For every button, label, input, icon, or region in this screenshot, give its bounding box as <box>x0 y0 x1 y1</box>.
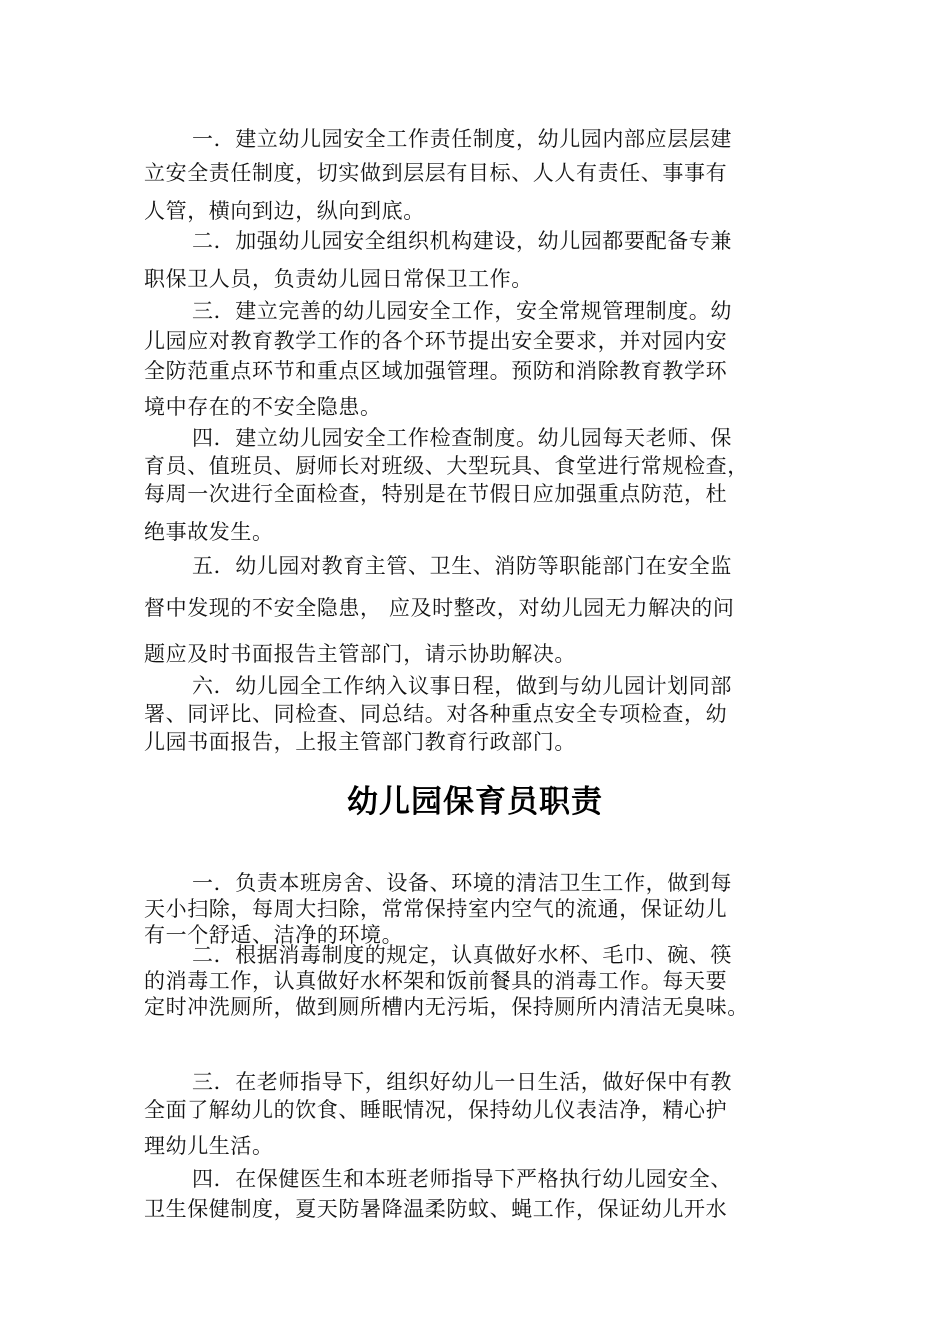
text-line: 二．根据消毒制度的规定，认真做好水杯、毛巾、碗、筷 <box>192 943 732 967</box>
text-line: 有一个舒适、洁净的环境。 <box>144 923 404 947</box>
text-line: 儿园应对教育教学工作的各个环节提出安全要求，并对园内安 <box>144 329 728 353</box>
text-line: 五．幼儿园对教育主管、卫生、消防等职能部门在安全监 <box>192 554 732 578</box>
text-line: 督中发现的不安全隐患， 应及时整改，对幼儿园无力解决的问 <box>144 596 735 620</box>
paragraph-9 <box>144 1068 824 1160</box>
paragraph-2 <box>144 224 824 296</box>
text-line: 每周一次进行全面检查，特别是在节假日应加强重点防范，杜 <box>144 482 728 506</box>
paragraph-6 <box>144 672 824 756</box>
paragraph-8 <box>144 942 824 1020</box>
text-line: 育员、值班员、厨师长对班级、大型玩具、食堂进行常规检查， <box>144 454 749 478</box>
text-line: 题应及时书面报告主管部门，请示协助解决。 <box>144 642 576 666</box>
paragraph-4 <box>144 424 824 546</box>
text-line: 天小扫除，每周大扫除，常常保持室内空气的流通，保证幼儿 <box>144 897 728 921</box>
paragraph-1 <box>144 122 824 228</box>
text-line: 四．在保健医生和本班老师指导下严格执行幼儿园安全、 <box>192 1167 732 1191</box>
paragraph-5 <box>144 548 824 672</box>
text-line: 署、同评比、同检查、同总结。对各种重点安全专项检查，幼 <box>144 702 728 726</box>
text-line: 一．负责本班房舍、设备、环境的清洁卫生工作，做到每 <box>192 871 732 895</box>
text-line: 境中存在的不安全隐患。 <box>144 395 382 419</box>
text-line: 绝事故发生。 <box>144 520 274 544</box>
paragraph-7 <box>144 870 824 948</box>
text-line: 全面了解幼儿的饮食、睡眠情况，保持幼儿仪表洁净，精心护 <box>144 1098 728 1122</box>
text-line: 立安全责任制度，切实做到层层有目标、人人有责任、事事有 <box>144 161 728 185</box>
text-line: 三．在老师指导下，组织好幼儿一日生活，做好保中有教 <box>192 1070 732 1094</box>
text-line: 儿园书面报告，上报主管部门教育行政部门。 <box>144 730 576 754</box>
text-line: 理幼儿生活。 <box>144 1134 274 1158</box>
text-line: 定时冲洗厕所，做到厕所槽内无污垢，保持厕所内清洁无臭味。 <box>144 995 749 1019</box>
text-line: 一．建立幼儿园安全工作责任制度，幼儿园内部应层层建 <box>192 127 732 151</box>
text-line: 的消毒工作，认真做好水杯架和饭前餐具的消毒工作。每天要 <box>144 969 728 993</box>
text-line: 卫生保健制度，夏天防暑降温柔防蚊、蝇工作，保证幼儿开水 <box>144 1197 728 1221</box>
paragraph-3 <box>144 296 824 422</box>
text-line: 六．幼儿园全工作纳入议事日程，做到与幼儿园计划同部 <box>192 674 732 698</box>
text-line: 二．加强幼儿园安全组织机构建设，幼儿园都要配备专兼 <box>192 229 732 253</box>
text-line: 四．建立幼儿园安全工作检查制度。幼儿园每天老师、保 <box>192 426 732 450</box>
paragraph-10 <box>144 1164 824 1224</box>
section-heading: 幼儿园保育员职责 <box>347 784 603 820</box>
text-line: 人管，横向到边，纵向到底。 <box>144 199 425 223</box>
text-line: 全防范重点环节和重点区域加强管理。预防和消除教育教学环 <box>144 359 728 383</box>
text-line: 职保卫人员，负责幼儿园日常保卫工作。 <box>144 267 533 291</box>
text-line: 三．建立完善的幼儿园安全工作，安全常规管理制度。幼 <box>192 299 732 323</box>
